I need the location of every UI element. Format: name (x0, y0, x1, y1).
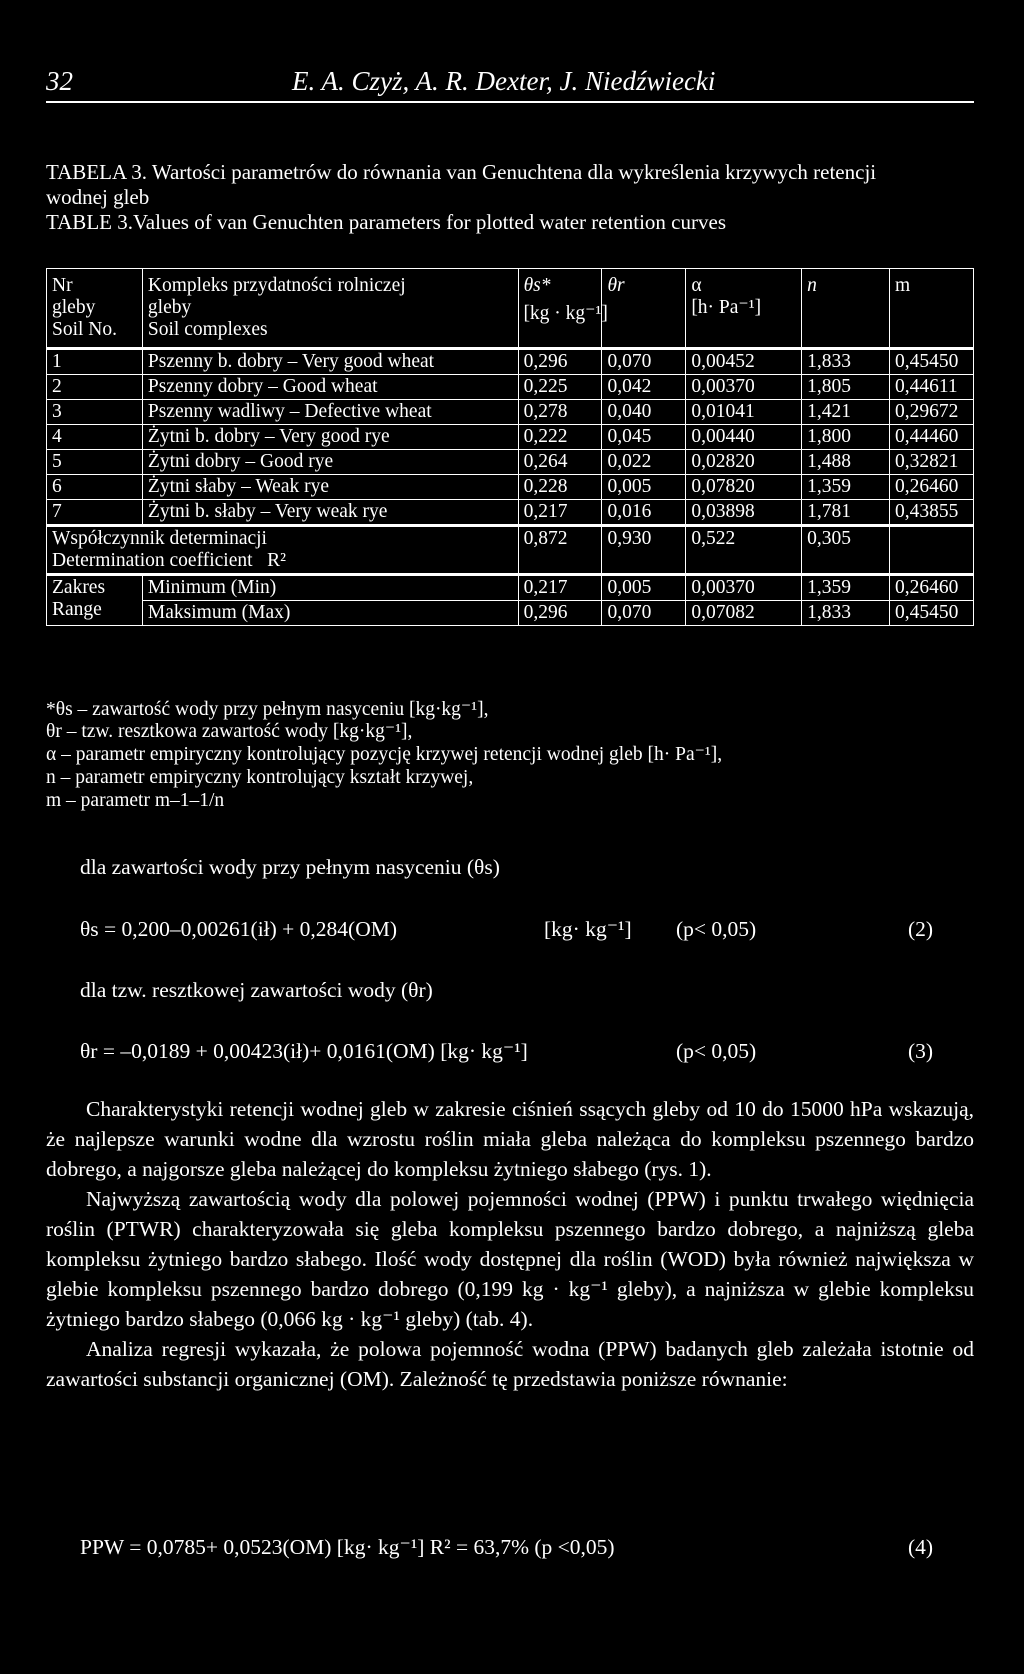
running-head-authors: E. A. Czyż, A. R. Dexter, J. Niedźwiecki (292, 66, 716, 96)
footnote-alpha: α – parametr empiryczny kontrolujący pozycję krzywej retencji wodnej gleb [h· Pa⁻¹], (46, 744, 723, 765)
equation-2: θs = 0,200–0,00261(ił) + 0,284(OM) (80, 917, 398, 941)
equation-2-p: (p< 0,05) (676, 917, 757, 941)
equation-2-number: (2) (908, 917, 934, 941)
table-row: 7 Żytni b. słaby – Very weak rye 0,217 0,016 0,03898 1,781 0,43855 (47, 500, 974, 526)
footnote-theta-r: θr – tzw. resztkowa zawartość wody [kg·kg⁻¹], (46, 721, 413, 742)
determination-label: Współczynnik determinacji Determination coefficient R² (47, 526, 519, 575)
table-row: 3 Pszenny wadliwy – Defective wheat 0,278 0,040 0,01041 1,421 0,29672 (47, 400, 974, 425)
caption-pl-line2: wodnej gleb (46, 185, 150, 209)
unit-theta: [kg · kg⁻¹] (523, 303, 608, 324)
header-complex: Kompleks przydatności rolniczej gleby Soil complexes (142, 269, 518, 349)
header-m: m (890, 269, 974, 349)
header-theta-r: θr [kg · kg⁻¹] (602, 269, 686, 349)
range-min-row: Zakres Range Minimum (Min) 0,217 0,005 0,00370 1,359 0,26460 (47, 575, 974, 601)
footnote-theta-s: *θs – zawartość wody przy pełnym nasyceniu [kg·kg⁻¹], (46, 699, 489, 720)
table-row: 4 Żytni b. dobry – Very good rye 0,222 0,045 0,00440 1,800 0,44460 (47, 425, 974, 450)
header-alpha: α [h· Pa⁻¹] (686, 269, 802, 349)
table-row: 6 Żytni słaby – Weak rye 0,228 0,005 0,07820 1,359 0,26460 (47, 475, 974, 500)
header-theta-s: θs* (518, 269, 602, 349)
equation-3-number: (3) (908, 1039, 934, 1063)
header-n: n (802, 269, 890, 349)
paragraph-water-content: Najwyższą zawartością wody dla polowej pojemności wodnej (PPW) i punktu trwałego więdnięcia roślin (PTWR) charakteryzowała się gleba kompleksu pszennego bardzo dobrego, a najniższą gleba kompleksu żytniego bardzo słabego. Ilość wody dostępnej dla roślin (WOD) była również największa w glebie kompleksu pszennego bardzo dobrego (0,199 kg · kg⁻¹ gleby), a najniższa w glebie kompleksu żytniego bardzo słabego (0,066 kg · kg⁻¹ gleby) (tab. 4). (46, 1187, 974, 1331)
theta-s-intro: dla zawartości wody przy pełnym nasyceniu (θs) (80, 855, 500, 879)
header-nr: Nr gleby Soil No. (47, 269, 143, 349)
table-header-row (47, 269, 974, 349)
parameters-table (46, 268, 974, 626)
header-rule (46, 101, 974, 103)
table-row: 5 Żytni dobry – Good rye 0,264 0,022 0,02820 1,488 0,32821 (47, 450, 974, 475)
equation-2-unit: [kg· kg⁻¹] (544, 917, 632, 941)
paragraph-retention: Charakterystyki retencji wodnej gleb w zakresie ciśnień ssących gleby od 10 do 15000 hPa wskazują, że najlepsze warunki wodne dla wzrostu roślin miała gleba należąca do kompleksu pszennego bardzo dobrego, a najgorsze gleba należącej do kompleksu żytniego słabego (rys. 1). (46, 1097, 974, 1181)
footnote-m: m – parametr m–1–1/n (46, 790, 225, 811)
equation-4: PPW = 0,0785+ 0,0523(OM) [kg· kg⁻¹] R² = 63,7% (p <0,05) (80, 1535, 615, 1559)
range-label: Zakres Range (47, 575, 143, 626)
table-row: 1 Pszenny b. dobry – Very good wheat 0,296 0,070 0,00452 1,833 0,45450 (47, 349, 974, 375)
caption-pl-line1: TABELA 3. Wartości parametrów do równania van Genuchtena dla wykreślenia krzywych retencji (46, 160, 877, 184)
equation-3-p: (p< 0,05) (676, 1039, 757, 1063)
page-number: 32 (46, 66, 73, 96)
table-row: 2 Pszenny dobry – Good wheat 0,225 0,042 0,00370 1,805 0,44611 (47, 375, 974, 400)
footnote-n: n – parametr empiryczny kontrolujący kształt krzywej, (46, 767, 474, 788)
paragraph-regression: Analiza regresji wykazała, że polowa pojemność wodna (PPW) badanych gleb zależała istotnie od zawartości substancji organicznej (OM). Zależność tę przedstawia poniższe równanie: (46, 1337, 974, 1391)
equation-4-number: (4) (908, 1535, 934, 1559)
caption-en: TABLE 3.Values of van Genuchten parameters for plotted water retention curves (46, 210, 726, 234)
theta-r-intro: dla tzw. resztkowej zawartości wody (θr) (80, 978, 433, 1002)
determination-row: Współczynnik determinacji Determination coefficient R² 0,872 0,930 0,522 0,305 (47, 526, 974, 575)
equation-3: θr = –0,0189 + 0,00423(ił)+ 0,0161(OM) [kg· kg⁻¹] (80, 1039, 528, 1063)
unit-alpha: [h· Pa⁻¹] (691, 297, 762, 318)
body-text (46, 1094, 974, 1394)
range-max-row: Maksimum (Max) 0,296 0,070 0,07082 1,833 0,45450 (47, 601, 974, 626)
